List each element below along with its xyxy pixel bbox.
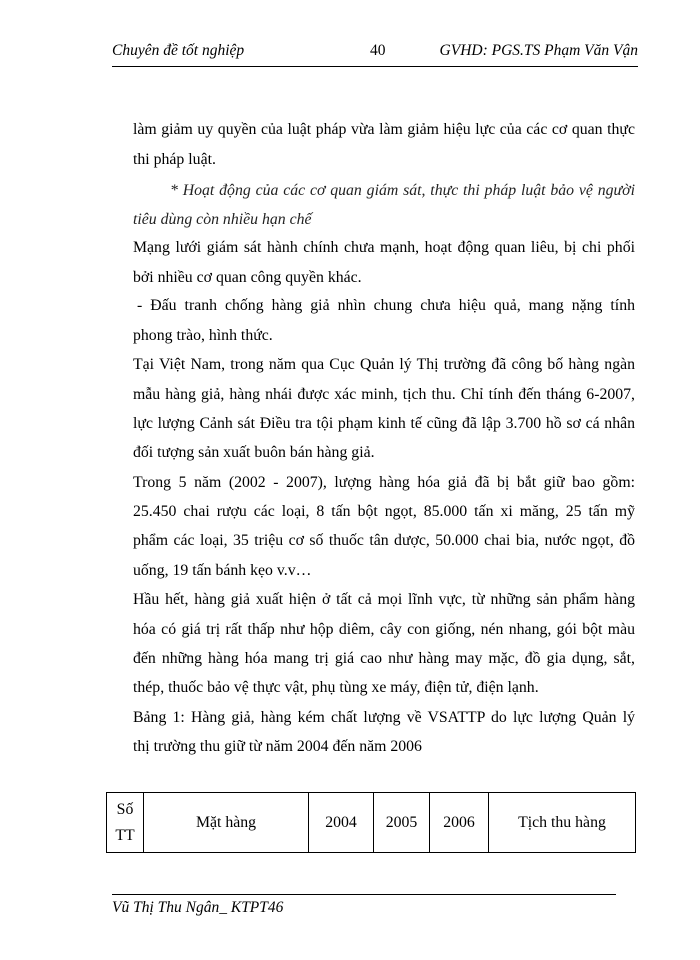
- footer-author: Vũ Thị Thu Ngân_ KTPT46: [112, 899, 284, 916]
- body-line: phẩm các loại, 35 triệu cơ số thuốc tân dược, 50.000 chai bia, nước ngọt, đồ: [133, 532, 635, 549]
- body-line: mẫu hàng giả, hàng nhái được xác minh, tịch thu. Chỉ tính đến tháng 6-2007,: [133, 386, 635, 403]
- page-number: 40: [370, 42, 386, 59]
- header-title: Chuyên đề tốt nghiệp: [112, 42, 245, 59]
- goods-table: [106, 792, 636, 853]
- header-cell-2004: 2004: [309, 793, 374, 853]
- page-footer: [112, 894, 616, 917]
- body-line: bởi nhiều cơ quan công quyền khác.: [133, 269, 362, 286]
- body-line: phong trào, hình thức.: [133, 327, 273, 344]
- header-cell-item: Mặt hàng: [144, 793, 309, 853]
- page-header: [112, 40, 638, 67]
- body-line: - Đấu tranh chống hàng giả nhìn chung chưa hiệu quả, mang nặng tính: [137, 297, 635, 314]
- header-cell-2005: 2005: [374, 793, 430, 853]
- table-caption-line: thị trường thu giữ từ năm 2004 đến năm 2006: [133, 738, 422, 755]
- section-heading-line: * Hoạt động của các cơ quan giám sát, thực thi pháp luật bảo vệ người: [170, 182, 635, 199]
- body-line: thép, thuốc bảo vệ thực vật, phụ tùng xe máy, điện tử, điện lạnh.: [133, 679, 539, 696]
- body-line: 25.450 chai rượu các loại, 8 tấn bột ngọt, 85.000 tấn xi măng, 25 tấn mỹ: [133, 503, 635, 520]
- body-line: uống, 19 tấn bánh kẹo v.v…: [133, 562, 312, 579]
- header-supervisor: GVHD: PGS.TS Phạm Văn Vận: [439, 42, 638, 59]
- body-line: hóa có giá trị rất thấp như hộp diêm, cây con giống, nén nhang, gói bột màu: [133, 621, 635, 638]
- body-line: đối tượng sản xuất buôn bán hàng giả.: [133, 444, 375, 461]
- body-line: làm giảm uy quyền của luật pháp vừa làm giảm hiệu lực của các cơ quan thực: [133, 121, 635, 138]
- body-line: Mạng lưới giám sát hành chính chưa mạnh, hoạt động quan liêu, bị chi phối: [133, 239, 635, 256]
- body-line: Hầu hết, hàng giả xuất hiện ở tất cả mọi lĩnh vực, từ những sản phẩm hàng: [133, 591, 635, 608]
- table-header-row: [107, 793, 636, 853]
- header-cell-2006: 2006: [430, 793, 489, 853]
- body-line: thi pháp luật.: [133, 151, 216, 168]
- section-heading-line: tiêu dùng còn nhiều hạn chế: [133, 211, 312, 228]
- table-caption-line: Bảng 1: Hàng giả, hàng kém chất lượng về VSATTP do lực lượng Quản lý: [133, 709, 635, 726]
- body-line: lực lượng Cảnh sát Điều tra tội phạm kinh tế cũng đã lập 3.700 hồ sơ cá nhân: [133, 415, 635, 432]
- header-cell-no: Số TT: [107, 793, 144, 853]
- body-line: Tại Việt Nam, trong năm qua Cục Quản lý Thị trường đã công bố hàng ngàn: [133, 356, 635, 373]
- header-cell-confiscated: Tịch thu hàng: [489, 793, 636, 853]
- body-line: Trong 5 năm (2002 - 2007), lượng hàng hóa giả đã bị bắt giữ bao gồm:: [133, 474, 635, 491]
- body-line: đến những hàng hóa mang trị giá cao như hàng may mặc, đồ gia dụng, sắt,: [133, 650, 635, 667]
